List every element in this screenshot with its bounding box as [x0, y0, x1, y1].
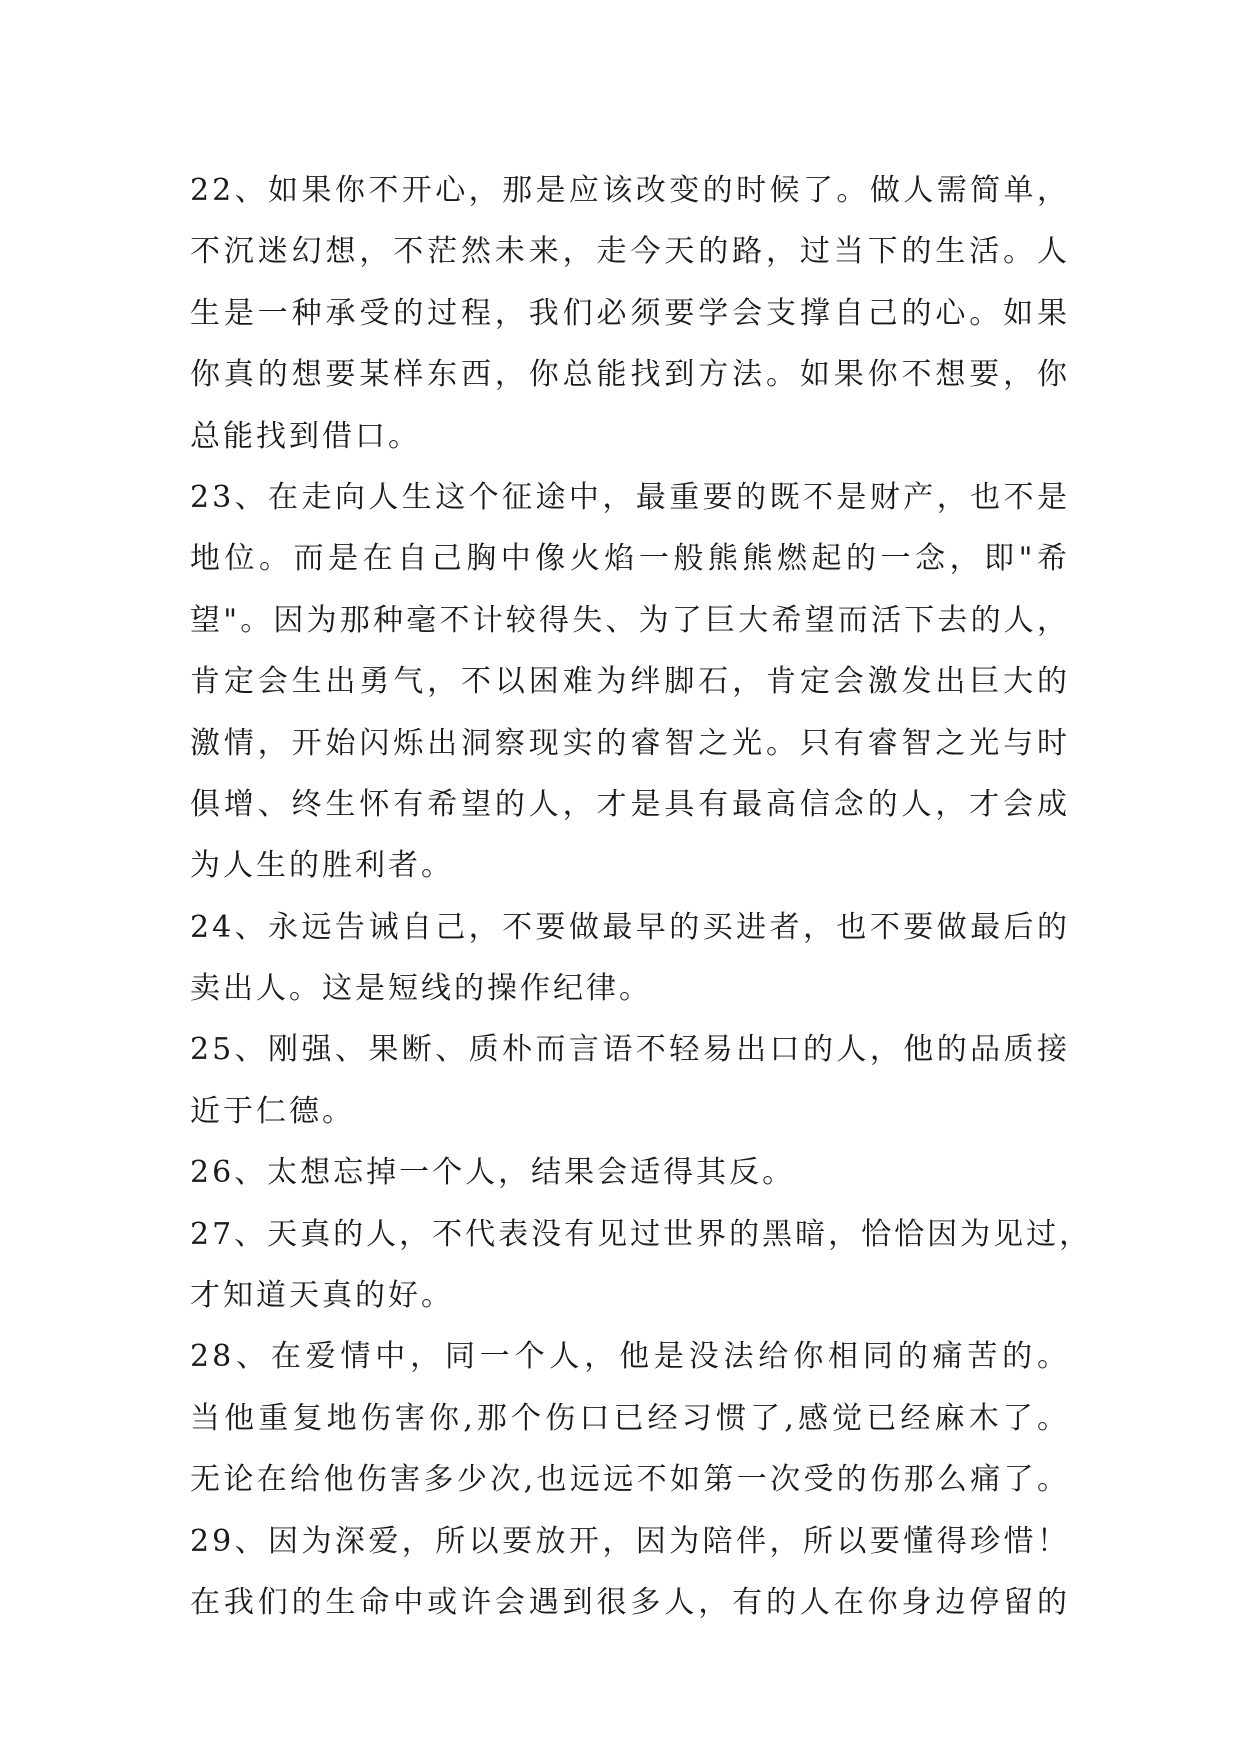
text-line: 不沉迷幻想，不茫然未来，走今天的路，过当下的生活。人: [190, 234, 1070, 270]
text-line: 望"。因为那种毫不计较得失、为了巨大希望而活下去的人，: [190, 602, 1070, 638]
text-line: 激情，开始闪烁出洞察现实的睿智之光。只有睿智之光与时: [190, 725, 1070, 761]
text-line: 28、在爱情中，同一个人，他是没法给你相同的痛苦的。: [190, 1339, 1070, 1375]
text-line: 26、太想忘掉一个人，结果会适得其反。: [190, 1155, 796, 1191]
text-line: 地位。而是在自己胸中像火焰一般熊熊燃起的一念，即"希: [190, 541, 1070, 577]
text-line: 25、刚强、果断、质朴而言语不轻易出口的人，他的品质接: [190, 1032, 1070, 1068]
text-line: 为人生的胜利者。: [190, 848, 454, 884]
text-line: 29、因为深爱，所以要放开，因为陪伴，所以要懂得珍惜！: [190, 1523, 1070, 1559]
text-line: 22、如果你不开心，那是应该改变的时候了。做人需简单，: [190, 173, 1070, 208]
text-line: 肯定会生出勇气，不以困难为绊脚石，肯定会激发出巨大的: [190, 664, 1070, 700]
text-line: 卖出人。这是短线的操作纪律。: [190, 971, 652, 1007]
text-line: 才知道天真的好。: [190, 1278, 454, 1314]
text-line: 生是一种承受的过程，我们必须要学会支撑自己的心。如果: [190, 295, 1070, 331]
text-line: 近于仁德。: [190, 1093, 355, 1129]
text-line: 俱增、终生怀有希望的人，才是具有最高信念的人，才会成: [190, 786, 1070, 822]
text-line: 当他重复地伤害你,那个伤口已经习惯了,感觉已经麻木了。: [190, 1400, 1070, 1436]
text-line: 在我们的生命中或许会遇到很多人，有的人在你身边停留的: [190, 1584, 1070, 1620]
text-line: 你真的想要某样东西，你总能找到方法。如果你不想要，你: [190, 357, 1070, 393]
text-line: 24、永远告诫自己，不要做最早的买进者，也不要做最后的: [190, 909, 1070, 945]
text-line: 无论在给他伤害多少次,也远远不如第一次受的伤那么痛了。: [190, 1462, 1070, 1498]
text-line: 23、在走向人生这个征途中，最重要的既不是财产，也不是: [190, 479, 1070, 515]
text-line: 总能找到借口。: [190, 418, 421, 454]
text-line: 27、天真的人，不代表没有见过世界的黑暗，恰恰因为见过，: [190, 1216, 1093, 1252]
document-body: [190, 160, 1093, 1633]
